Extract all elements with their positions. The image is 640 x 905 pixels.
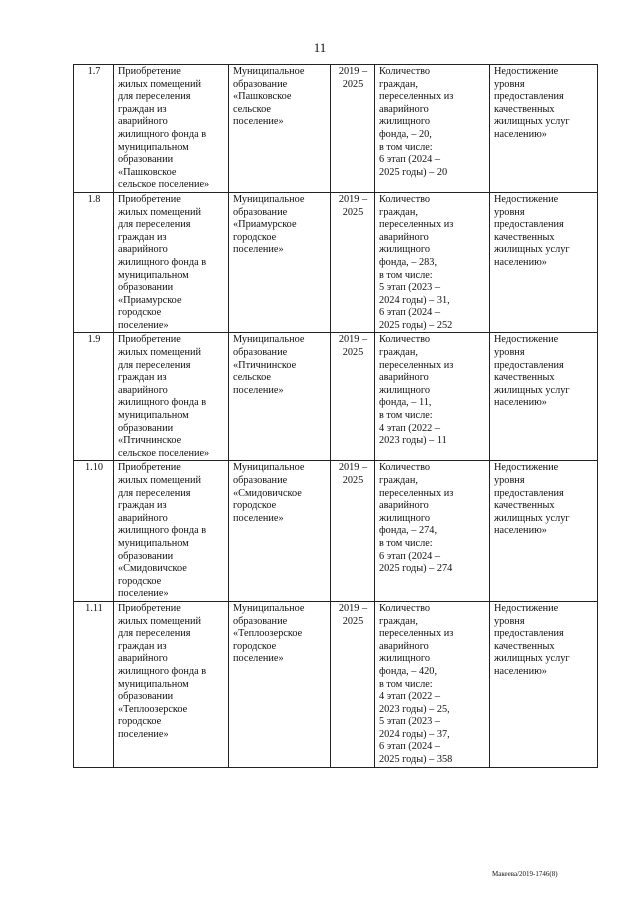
text-line: качественных (494, 231, 555, 243)
indicator-cell-text (379, 603, 486, 767)
text-line: 2024 годы) – 37, (379, 728, 450, 740)
text-line: жилищного (379, 116, 430, 128)
text-line: предоставления (494, 359, 564, 371)
text-line: переселенных из (379, 359, 454, 371)
text-line: Количество (379, 193, 431, 205)
text-line: населению» (494, 525, 547, 537)
text-line: населению» (494, 256, 547, 268)
text-line: для переселения (118, 359, 191, 371)
executor-cell-text (233, 603, 327, 666)
text-line: «Приамурское (233, 219, 297, 231)
text-line: граждан, (379, 78, 418, 90)
text-line: городское (118, 716, 162, 728)
text-line: аварийного (379, 640, 429, 652)
text-line: образовании (118, 282, 174, 294)
text-line: граждан, (379, 615, 418, 627)
text-line: населению» (494, 397, 547, 409)
text-line: жилищного фонда в (118, 128, 207, 140)
indicator-cell-text (379, 66, 486, 179)
text-line: уровня (494, 615, 525, 627)
text-line: граждан из (118, 103, 167, 115)
executor-cell (229, 192, 331, 333)
risk-cell-text (494, 603, 594, 679)
text-line: переселенных из (379, 487, 454, 499)
text-line: «Пашковское (118, 166, 177, 178)
text-line: поселение» (233, 244, 284, 256)
text-line: Приобретение (118, 602, 181, 614)
text-line: «Птичнинское (233, 359, 297, 371)
executor-cell (229, 461, 331, 602)
text-line: поселение» (118, 588, 169, 600)
text-line: 2024 годы) – 31, (379, 294, 450, 306)
text-line: жилищных услуг (494, 244, 570, 256)
text-line: «Птичнинское (118, 435, 182, 447)
text-line: аварийного (379, 500, 429, 512)
risk-cell (490, 333, 598, 461)
text-line: 6 этап (2024 – (379, 550, 441, 562)
row-number-cell: 1.8 (74, 192, 114, 333)
indicator-cell (375, 461, 490, 602)
text-line: Количество (379, 334, 431, 346)
table-row (74, 192, 598, 333)
text-line: муниципальном (118, 269, 189, 281)
table-row (74, 333, 598, 461)
text-line: 2025 годы) – 20 (379, 166, 448, 178)
text-line: сельское поселение» (118, 179, 210, 191)
text-line: предоставления (494, 91, 564, 103)
risk-cell-text (494, 66, 594, 142)
period-cell (331, 461, 375, 602)
text-line: жилищного фонда в (118, 665, 207, 677)
text-line: 2025 годы) – 274 (379, 563, 453, 575)
text-line: Недостижение (494, 66, 559, 77)
period-cell-text (335, 66, 371, 91)
text-line: образовании (118, 422, 174, 434)
text-line: жилищных услуг (494, 384, 570, 396)
row-number-cell: 1.11 (74, 601, 114, 767)
row-number-cell: 1.10 (74, 461, 114, 602)
text-line: 2019 – (338, 334, 368, 346)
text-line: «Теплоозерское (233, 628, 303, 640)
text-line: 2019 – (338, 602, 368, 614)
text-line: в том числе: (379, 141, 433, 153)
text-line: 6 этап (2024 – (379, 741, 441, 753)
executor-cell (229, 601, 331, 767)
table-row (74, 65, 598, 193)
text-line: для переселения (118, 628, 191, 640)
indicator-cell-text (379, 194, 486, 333)
text-line: уровня (494, 347, 525, 359)
text-line: образование (233, 347, 288, 359)
text-line: муниципальном (118, 678, 189, 690)
text-line: жилищного (379, 653, 430, 665)
period-cell-text (335, 194, 371, 219)
text-line: качественных (494, 640, 555, 652)
measure-name-cell-text (118, 334, 225, 460)
text-line: городское (233, 640, 277, 652)
risk-cell (490, 65, 598, 193)
text-line: граждан, (379, 347, 418, 359)
text-line: фонда, – 283, (379, 256, 438, 268)
text-line: жилых помещений (118, 347, 201, 359)
text-line: уровня (494, 475, 525, 486)
text-line: муниципальном (118, 410, 189, 422)
text-line: муниципальном (118, 537, 189, 549)
indicator-cell-text (379, 462, 486, 575)
text-line: «Теплоозерское (118, 703, 188, 715)
text-line: переселенных из (379, 219, 454, 231)
text-line: качественных (494, 500, 555, 512)
text-line: жилых помещений (118, 206, 201, 218)
text-line: жилых помещений (118, 475, 201, 486)
text-line: населению» (494, 665, 547, 677)
table-row (74, 601, 598, 767)
text-line: Недостижение (494, 602, 559, 614)
risk-cell-text (494, 462, 594, 538)
text-line: 4 этап (2022 – (379, 691, 441, 703)
period-cell (331, 601, 375, 767)
text-line: муниципальном (118, 141, 189, 153)
executor-cell-text (233, 462, 327, 525)
text-line: образование (233, 78, 288, 90)
text-line: 6 этап (2024 – (379, 307, 441, 319)
text-line: 2023 годы) – 25, (379, 703, 450, 715)
period-cell (331, 192, 375, 333)
measure-name-cell (114, 333, 229, 461)
text-line: Муниципальное (233, 193, 305, 205)
text-line: Муниципальное (233, 66, 305, 77)
measure-name-cell (114, 461, 229, 602)
executor-cell-text (233, 194, 327, 257)
measure-name-cell (114, 65, 229, 193)
text-line: предоставления (494, 628, 564, 640)
text-line: Приобретение (118, 66, 181, 77)
text-line: в том числе: (379, 678, 433, 690)
text-line: Недостижение (494, 334, 559, 346)
text-line: граждан из (118, 231, 167, 243)
measure-name-cell-text (118, 194, 225, 333)
text-line: 2025 (342, 78, 364, 90)
text-line: переселенных из (379, 628, 454, 640)
text-line: в том числе: (379, 269, 433, 281)
text-line: жилищного (379, 384, 430, 396)
text-line: «Пашковское (233, 91, 292, 103)
text-line: аварийного (379, 103, 429, 115)
text-line: Приобретение (118, 462, 181, 474)
indicator-cell (375, 601, 490, 767)
risk-cell-text (494, 334, 594, 410)
text-line: 5 этап (2023 – (379, 716, 441, 728)
text-line: предоставления (494, 487, 564, 499)
text-line: 2025 (342, 347, 364, 359)
text-line: образовании (118, 691, 174, 703)
risk-cell-text (494, 194, 594, 270)
executor-cell (229, 333, 331, 461)
table-body (74, 65, 598, 768)
text-line: 2025 годы) – 358 (379, 754, 453, 766)
measure-name-cell-text (118, 462, 225, 601)
executor-cell (229, 65, 331, 193)
executor-cell-text (233, 66, 327, 129)
text-line: Муниципальное (233, 334, 305, 346)
text-line: аварийного (118, 653, 168, 665)
text-line: фонда, – 420, (379, 665, 438, 677)
text-line: сельское (233, 372, 271, 384)
text-line: городское (233, 500, 277, 512)
text-line: аварийного (118, 116, 168, 128)
text-line: 2025 (342, 475, 364, 486)
text-line: Приобретение (118, 193, 181, 205)
text-line: фонда, – 20, (379, 128, 432, 140)
text-line: 2023 годы) – 11 (379, 435, 447, 447)
text-line: сельское (233, 103, 271, 115)
text-line: жилищных услуг (494, 512, 570, 524)
text-line: 2019 – (338, 462, 368, 474)
indicator-cell (375, 333, 490, 461)
text-line: Количество (379, 462, 431, 474)
text-line: аварийного (379, 231, 429, 243)
text-line: предоставления (494, 219, 564, 231)
period-cell-text (335, 462, 371, 487)
period-cell-text (335, 603, 371, 628)
text-line: качественных (494, 372, 555, 384)
document-footer-code: Макеева/2019-1746(8) (492, 870, 558, 878)
text-line: уровня (494, 78, 525, 90)
text-line: «Приамурское (118, 294, 182, 306)
row-number-cell: 1.7 (74, 65, 114, 193)
text-line: образование (233, 615, 288, 627)
measure-name-cell (114, 192, 229, 333)
text-line: 6 этап (2024 – (379, 154, 441, 166)
text-line: 2019 – (338, 66, 368, 77)
text-line: поселение» (233, 512, 284, 524)
text-line: аварийного (118, 384, 168, 396)
text-line: жилищного (379, 512, 430, 524)
indicator-cell (375, 65, 490, 193)
text-line: граждан из (118, 500, 167, 512)
text-line: поселение» (233, 653, 284, 665)
period-cell (331, 333, 375, 461)
page-number: 11 (313, 40, 327, 55)
text-line: для переселения (118, 487, 191, 499)
text-line: граждан из (118, 640, 167, 652)
row-number-cell: 1.9 (74, 333, 114, 461)
text-line: городское (118, 575, 162, 587)
text-line: городское (118, 307, 162, 319)
measure-name-cell (114, 601, 229, 767)
text-line: жилых помещений (118, 615, 201, 627)
text-line: поселение» (233, 384, 284, 396)
text-line: 2019 – (338, 193, 368, 205)
text-line: Количество (379, 602, 431, 614)
text-line: Недостижение (494, 462, 559, 474)
measure-name-cell-text (118, 66, 225, 192)
text-line: поселение» (118, 319, 169, 331)
text-line: Недостижение (494, 193, 559, 205)
text-line: сельское поселение» (118, 447, 210, 459)
measure-name-cell-text (118, 603, 225, 742)
text-line: поселение» (118, 728, 169, 740)
text-line: Муниципальное (233, 462, 305, 474)
text-line: 4 этап (2022 – (379, 422, 441, 434)
text-line: аварийного (118, 512, 168, 524)
text-line: образовании (118, 154, 174, 166)
indicator-cell-text (379, 334, 486, 447)
text-line: «Смидовичское (233, 487, 302, 499)
period-cell-text (335, 334, 371, 359)
text-line: 2025 (342, 206, 364, 218)
table-row (74, 461, 598, 602)
text-line: граждан из (118, 372, 167, 384)
executor-cell-text (233, 334, 327, 397)
measures-table (73, 64, 598, 768)
risk-cell (490, 601, 598, 767)
text-line: переселенных из (379, 91, 454, 103)
text-line: для переселения (118, 219, 191, 231)
text-line: 2025 (342, 615, 364, 627)
text-line: для переселения (118, 91, 191, 103)
text-line: «Смидовичское (118, 563, 187, 575)
text-line: образование (233, 206, 288, 218)
text-line: граждан, (379, 475, 418, 486)
text-line: образовании (118, 550, 174, 562)
text-line: жилищного фонда в (118, 256, 207, 268)
text-line: Муниципальное (233, 602, 305, 614)
text-line: аварийного (118, 244, 168, 256)
text-line: городское (233, 231, 277, 243)
text-line: фонда, – 11, (379, 397, 432, 409)
indicator-cell (375, 192, 490, 333)
text-line: аварийного (379, 372, 429, 384)
text-line: поселение» (233, 116, 284, 128)
text-line: Приобретение (118, 334, 181, 346)
text-line: жилых помещений (118, 78, 201, 90)
text-line: Количество (379, 66, 431, 77)
text-line: качественных (494, 103, 555, 115)
text-line: населению» (494, 128, 547, 140)
text-line: 5 этап (2023 – (379, 282, 441, 294)
text-line: образование (233, 475, 288, 486)
risk-cell (490, 192, 598, 333)
text-line: жилищных услуг (494, 116, 570, 128)
text-line: фонда, – 274, (379, 525, 438, 537)
text-line: в том числе: (379, 537, 433, 549)
risk-cell (490, 461, 598, 602)
text-line: в том числе: (379, 410, 433, 422)
text-line: 2025 годы) – 252 (379, 319, 453, 331)
text-line: уровня (494, 206, 525, 218)
period-cell (331, 65, 375, 193)
text-line: жилищного (379, 244, 430, 256)
text-line: граждан, (379, 206, 418, 218)
text-line: жилищного фонда в (118, 525, 207, 537)
text-line: жилищных услуг (494, 653, 570, 665)
text-line: жилищного фонда в (118, 397, 207, 409)
